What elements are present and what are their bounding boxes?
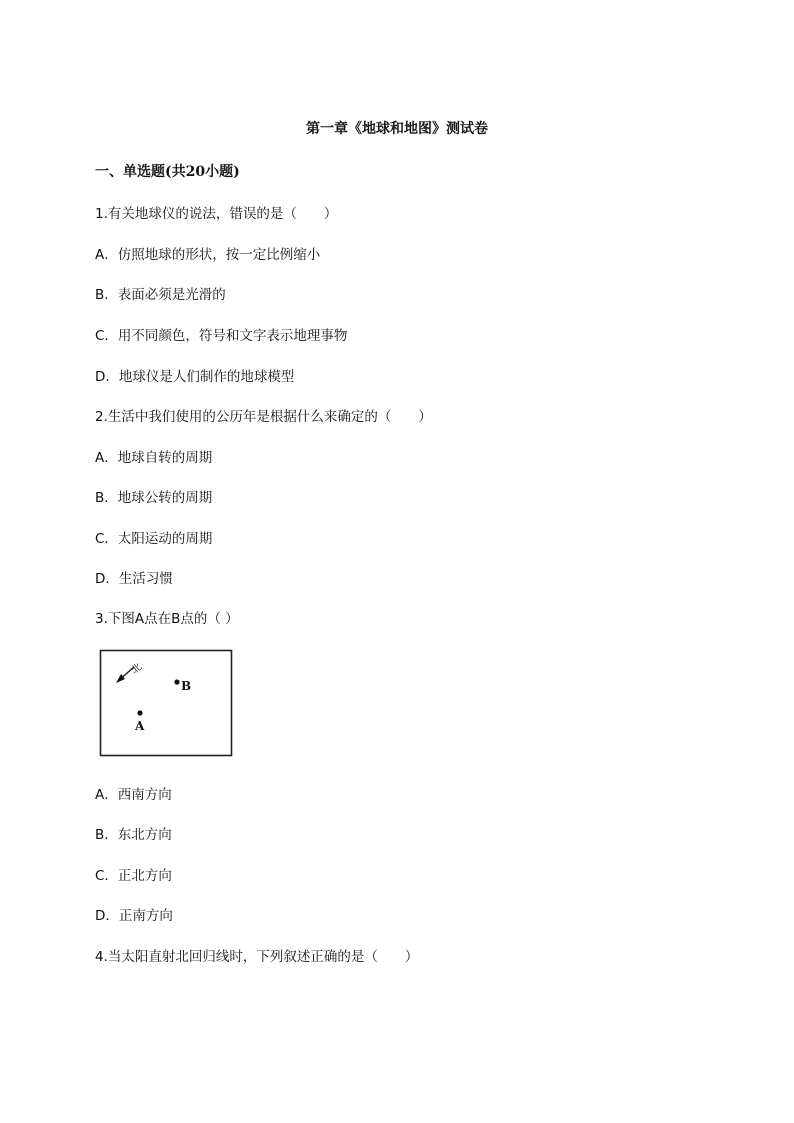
question-3-option-b: B．东北方向 (95, 827, 172, 843)
question-4-stem: 4.当太阳直射北回归线时，下列叙述正确的是（ ） (95, 949, 419, 965)
point-b-dot (174, 679, 179, 684)
point-a-label: A (135, 719, 145, 733)
question-1-option-b: B．表面必须是光滑的 (95, 287, 226, 303)
north-label: 北 (129, 661, 145, 677)
question-2-option-c: C．太阳运动的周期 (95, 531, 213, 547)
question-1-option-d: D．地球仪是人们制作的地球模型 (95, 369, 295, 385)
question-1-stem: 1.有关地球仪的说法，错误的是（ ） (95, 206, 338, 222)
question-3-option-d: D．正南方向 (95, 908, 173, 924)
page-title: 第一章《地球和地图》测试卷 (306, 121, 488, 137)
point-b-label: B (181, 679, 192, 693)
question-2-stem: 2.生活中我们使用的公历年是根据什么来确定的（ ） (95, 409, 432, 425)
direction-map-figure (99, 649, 233, 757)
question-1-option-c: C．用不同颜色，符号和文字表示地理事物 (95, 328, 348, 344)
section-heading: 一、单选题(共20小题) (95, 164, 240, 180)
question-3-option-c: C．正北方向 (95, 868, 172, 884)
question-2-option-d: D．生活习惯 (95, 571, 173, 587)
question-3-option-a: A．西南方向 (95, 787, 172, 803)
point-a-dot (137, 710, 142, 715)
question-2-option-a: A．地球自转的周期 (95, 450, 213, 466)
question-2-option-b: B．地球公转的周期 (95, 490, 213, 506)
question-1-option-a: A．仿照地球的形状，按一定比例缩小 (95, 247, 321, 263)
question-3-stem: 3.下图A点在B点的（ ） (95, 611, 239, 627)
map-frame (101, 651, 232, 756)
